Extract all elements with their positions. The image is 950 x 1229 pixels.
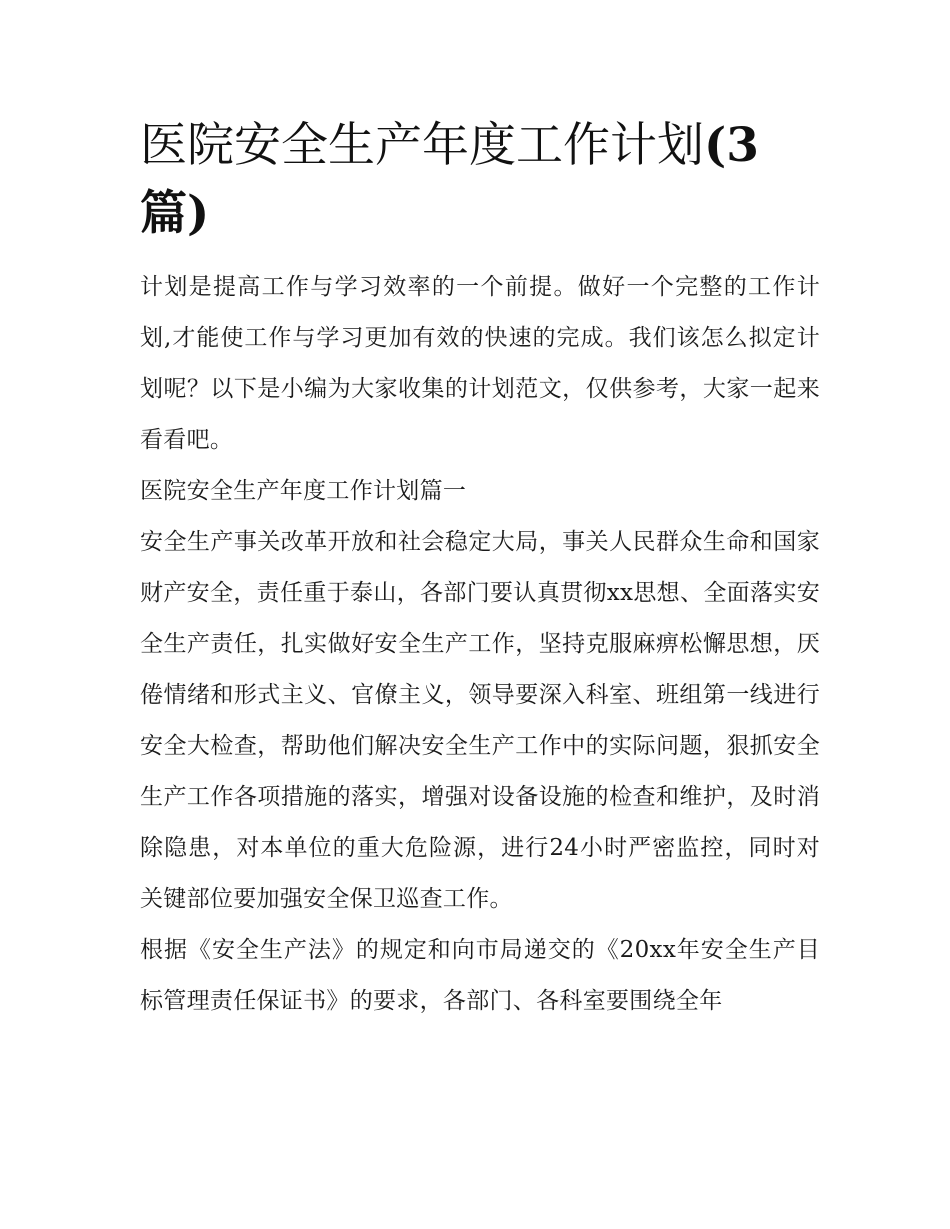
body-paragraph: 安全生产事关改革开放和社会稳定大局，事关人民群众生命和国家财产安全，责任重于泰山，各部门要认真贯彻xx思想、全面落实安全生产责任，扎实做好安全生产工作，坚持克服麻痹松懈思想，厌倦情绪和形式主义、官僚主义，领导要深入科室、班组第一线进行安全大检查，帮助他们解决安全生产工作中的实际问题，狠抓安全生产工作各项措施的落实，增强对设备设施的检查和维护，及时消除隐患，对本单位的重大危险源，进行24小时严密监控，同时对关键部位要加强安全保卫巡查工作。	[140, 529, 820, 912]
intro-paragraph: 计划是提高工作与学习效率的一个前提。做好一个完整的工作计划,才能使工作与学习更加有效的快速的完成。我们该怎么拟定计划呢？以下是小编为大家收集的计划范文，仅供参考，大家一起来看看吧。	[140, 274, 820, 453]
document-title: 医院安全生产年度工作计划(3篇)	[140, 118, 759, 241]
body-paragraph: 根据《安全生产法》的规定和向市局递交的《20xx年安全生产目标管理责任保证书》的要求，各部门、各科室要围绕全年	[140, 937, 820, 1014]
section-heading: 医院安全生产年度工作计划篇一	[140, 478, 467, 504]
document-content	[140, 112, 820, 1027]
title-suffix: (3篇)	[140, 118, 759, 241]
